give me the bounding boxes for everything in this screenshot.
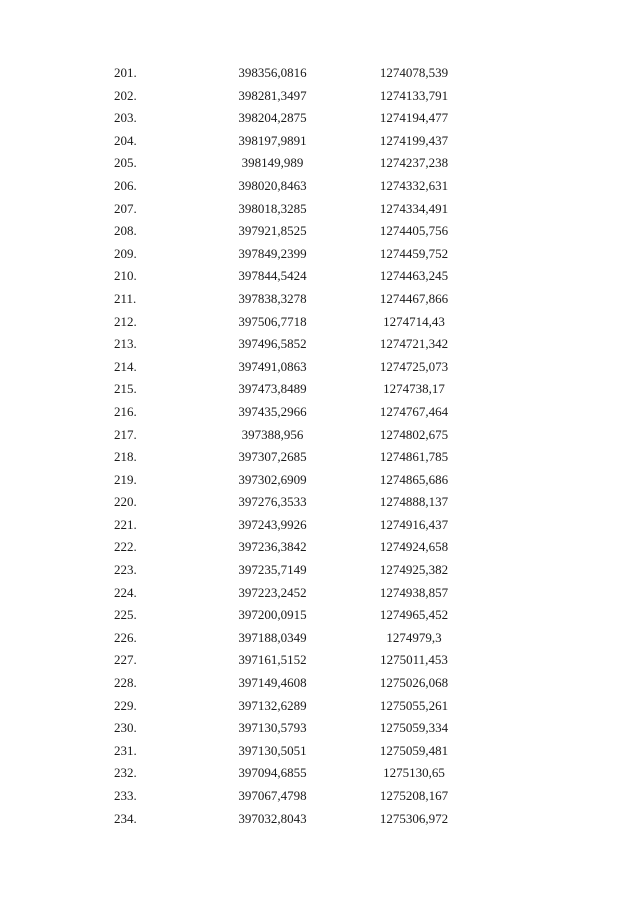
- point-number: 203.: [114, 110, 137, 126]
- point-number: 217.: [114, 426, 137, 442]
- y-coordinate: 1274938,857: [379, 584, 449, 600]
- point-number: 231.: [114, 742, 137, 758]
- table-row: [0, 288, 640, 311]
- y-coordinate: 1274721,342: [379, 336, 449, 352]
- x-coordinate: 397435,2966: [238, 403, 307, 419]
- table-row: [0, 762, 640, 785]
- y-coordinate: 1274237,238: [379, 155, 449, 171]
- point-number: 227.: [114, 652, 137, 668]
- point-number: 233.: [114, 788, 137, 803]
- y-coordinate: 1274965,452: [379, 607, 449, 623]
- point-number: 206.: [114, 177, 137, 193]
- y-coordinate: 1274767,464: [379, 403, 449, 419]
- point-number: 205.: [114, 155, 137, 171]
- y-coordinate: 1275026,068: [379, 675, 449, 691]
- table-row: [0, 559, 640, 582]
- x-coordinate: 397161,5152: [238, 652, 307, 668]
- y-coordinate: 1274078,539: [379, 65, 449, 80]
- table-row: [0, 356, 640, 379]
- x-coordinate: 397188,0349: [238, 629, 307, 645]
- table-row: [0, 808, 640, 831]
- table-row: [0, 785, 640, 808]
- y-coordinate: 1274334,491: [379, 200, 449, 216]
- x-coordinate: 398020,8463: [238, 177, 307, 193]
- y-coordinate: 1274924,658: [379, 539, 449, 555]
- table-row: [0, 491, 640, 514]
- x-coordinate: 397130,5051: [238, 742, 307, 758]
- x-coordinate: 398356,0816: [238, 65, 307, 80]
- x-coordinate: 397838,3278: [238, 290, 307, 306]
- y-coordinate: 1274459,752: [379, 245, 449, 261]
- point-number: 219.: [114, 471, 137, 487]
- y-coordinate: 1274133,791: [379, 87, 449, 103]
- x-coordinate: 398204,2875: [238, 110, 307, 126]
- y-coordinate: 1274979,3: [386, 629, 442, 645]
- x-coordinate: 397276,3533: [238, 494, 307, 510]
- table-row: [0, 582, 640, 605]
- y-coordinate: 1274194,477: [379, 110, 449, 126]
- y-coordinate: 1274865,686: [379, 471, 449, 487]
- table-row: [0, 740, 640, 763]
- table-row: [0, 446, 640, 469]
- table-row: [0, 424, 640, 447]
- table-row: [0, 62, 640, 85]
- point-number: 204.: [114, 132, 137, 148]
- point-number: 221.: [114, 516, 137, 532]
- point-number: 210.: [114, 268, 137, 284]
- point-number: 230.: [114, 720, 137, 736]
- x-coordinate: 397032,8043: [238, 810, 307, 826]
- x-coordinate: 397496,5852: [238, 336, 307, 352]
- x-coordinate: 397149,4608: [238, 675, 307, 691]
- point-number: 223.: [114, 562, 137, 578]
- point-number: 228.: [114, 675, 137, 691]
- x-coordinate: 397223,2452: [238, 584, 307, 600]
- x-coordinate: 397132,6289: [238, 697, 307, 713]
- table-row: [0, 717, 640, 740]
- table-row: [0, 130, 640, 153]
- y-coordinate: 1275306,972: [379, 810, 449, 826]
- table-row: [0, 536, 640, 559]
- x-coordinate: 397388,956: [241, 426, 304, 442]
- x-coordinate: 398281,3497: [238, 87, 307, 103]
- table-row: [0, 378, 640, 401]
- table-row: [0, 604, 640, 627]
- x-coordinate: 397491,0863: [238, 358, 307, 374]
- y-coordinate: 1274916,437: [379, 516, 449, 532]
- point-number: 218.: [114, 449, 137, 465]
- x-coordinate: 397473,8489: [238, 381, 307, 397]
- point-number: 213.: [114, 336, 137, 352]
- x-coordinate: 397849,2399: [238, 245, 307, 261]
- point-number: 225.: [114, 607, 137, 623]
- point-number: 207.: [114, 200, 137, 216]
- table-row: [0, 469, 640, 492]
- y-coordinate: 1274725,073: [379, 358, 449, 374]
- x-coordinate: 397236,3842: [238, 539, 307, 555]
- x-coordinate: 397130,5793: [238, 720, 307, 736]
- y-coordinate: 1274463,245: [379, 268, 449, 284]
- x-coordinate: 397506,7718: [238, 313, 307, 329]
- x-coordinate: 397067,4798: [238, 788, 307, 803]
- x-coordinate: 397243,9926: [238, 516, 307, 532]
- table-row: [0, 514, 640, 537]
- table-row: [0, 672, 640, 695]
- y-coordinate: 1274332,631: [379, 177, 449, 193]
- point-number: 232.: [114, 765, 137, 781]
- table-row: [0, 311, 640, 334]
- x-coordinate: 398197,9891: [238, 132, 307, 148]
- y-coordinate: 1274714,43: [383, 313, 445, 329]
- y-coordinate: 1275130,65: [383, 765, 445, 781]
- x-coordinate: 397307,2685: [238, 449, 307, 465]
- y-coordinate: 1275011,453: [380, 652, 448, 668]
- point-number: 234.: [114, 810, 137, 826]
- point-number: 209.: [114, 245, 137, 261]
- x-coordinate: 397235,7149: [238, 562, 307, 578]
- table-row: [0, 175, 640, 198]
- table-row: [0, 220, 640, 243]
- x-coordinate: 397094,6855: [238, 765, 307, 781]
- x-coordinate: 397200,0915: [238, 607, 307, 623]
- point-number: 215.: [114, 381, 137, 397]
- table-row: [0, 85, 640, 108]
- point-number: 216.: [114, 403, 137, 419]
- point-number: 229.: [114, 697, 137, 713]
- y-coordinate: 1275055,261: [379, 697, 449, 713]
- table-row: [0, 333, 640, 356]
- y-coordinate: 1274861,785: [379, 449, 449, 465]
- y-coordinate: 1274925,382: [379, 562, 449, 578]
- table-row: [0, 401, 640, 424]
- point-number: 226.: [114, 629, 137, 645]
- table-row: [0, 695, 640, 718]
- table-row: [0, 152, 640, 175]
- table-row: [0, 198, 640, 221]
- y-coordinate: 1274802,675: [379, 426, 449, 442]
- table-row: [0, 243, 640, 266]
- table-row: [0, 265, 640, 288]
- y-coordinate: 1274199,437: [379, 132, 449, 148]
- x-coordinate: 397844,5424: [238, 268, 307, 284]
- coordinate-table: [0, 62, 640, 830]
- point-number: 202.: [114, 87, 137, 103]
- y-coordinate: 1274888,137: [379, 494, 449, 510]
- point-number: 220.: [114, 494, 137, 510]
- y-coordinate: 1275059,481: [379, 742, 449, 758]
- x-coordinate: 398149,989: [241, 155, 304, 171]
- point-number: 211.: [114, 290, 137, 306]
- table-row: [0, 627, 640, 650]
- point-number: 201.: [114, 65, 137, 80]
- y-coordinate: 1274467,866: [379, 290, 449, 306]
- y-coordinate: 1274405,756: [379, 223, 449, 239]
- y-coordinate: 1274738,17: [383, 381, 445, 397]
- point-number: 222.: [114, 539, 137, 555]
- point-number: 224.: [114, 584, 137, 600]
- x-coordinate: 397302,6909: [238, 471, 307, 487]
- y-coordinate: 1275208,167: [379, 788, 449, 803]
- point-number: 212.: [114, 313, 137, 329]
- x-coordinate: 397921,8525: [238, 223, 307, 239]
- point-number: 214.: [114, 358, 137, 374]
- table-row: [0, 649, 640, 672]
- y-coordinate: 1275059,334: [379, 720, 449, 736]
- x-coordinate: 398018,3285: [238, 200, 307, 216]
- table-row: [0, 107, 640, 130]
- point-number: 208.: [114, 223, 137, 239]
